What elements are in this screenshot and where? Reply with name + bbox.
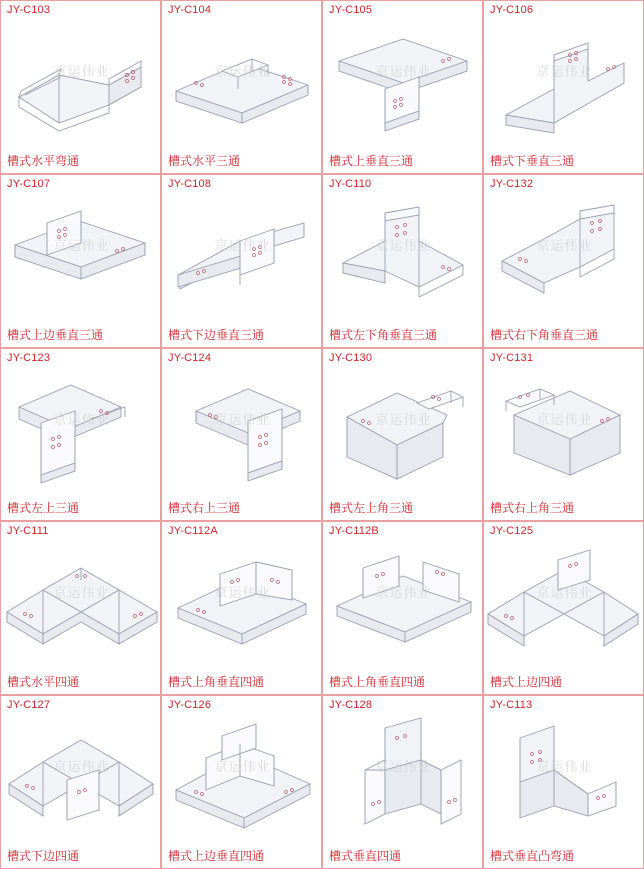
product-label: 槽式左上角三通 [329, 501, 414, 516]
catalog-cell[interactable] [0, 174, 161, 348]
product-label: 槽式右上三通 [168, 501, 241, 516]
catalog-cell[interactable] [483, 174, 644, 348]
product-label: 槽式左上三通 [7, 501, 80, 516]
catalog-cell[interactable] [0, 521, 161, 695]
catalog-cell[interactable] [161, 521, 322, 695]
product-code: JY-C105 [329, 4, 373, 16]
watermark: 京运伟业 [375, 65, 432, 80]
product-code: JY-C104 [168, 4, 212, 16]
watermark: 京运伟业 [536, 238, 593, 254]
catalog-cell[interactable] [322, 695, 483, 869]
catalog-cell[interactable] [0, 348, 161, 522]
product-figure-horizontal-tee [162, 19, 322, 151]
product-label: 槽式上边垂直四通 [168, 848, 265, 863]
catalog-cell[interactable] [322, 348, 483, 522]
product-figure-left-upper-tee [1, 367, 161, 499]
catalog-cell[interactable] [322, 521, 483, 695]
watermark: 京运伟业 [53, 65, 110, 80]
product-label: 槽式上边四通 [490, 675, 563, 690]
catalog-cell[interactable] [483, 348, 644, 522]
catalog-cell[interactable] [161, 174, 322, 348]
product-code: JY-C123 [7, 351, 51, 364]
product-label: 槽式下边垂直三通 [168, 327, 265, 342]
product-label: 槽式上边垂直三通 [7, 327, 104, 342]
product-figure-down-vertical-tee [484, 19, 644, 151]
product-label: 槽式水平三通 [168, 153, 241, 168]
product-label: 槽式上垂直三通 [329, 153, 414, 168]
product-code: JY-C132 [490, 177, 534, 190]
product-figure-down-side-vertical-tee [162, 193, 322, 325]
watermark: 京运伟业 [536, 65, 593, 80]
product-label: 槽式垂直四通 [329, 848, 402, 863]
product-code: JY-C111 [7, 525, 49, 538]
product-figure-right-upper-corner-tee [484, 367, 644, 499]
product-figure-upper-corner-vertical-cross-a [162, 540, 322, 672]
product-code: JY-C103 [7, 4, 51, 16]
catalog-cell[interactable] [322, 174, 483, 348]
product-label: 槽式上角垂直四通 [329, 675, 426, 690]
product-figure-vertical-cross [323, 714, 483, 846]
product-figure-left-lower-corner-vertical-tee [323, 193, 483, 325]
product-label: 槽式水平四通 [7, 675, 80, 690]
catalog-cell[interactable] [322, 0, 483, 174]
product-code: JY-C127 [7, 699, 51, 712]
product-figure-horizontal-cross [1, 540, 161, 672]
product-code: JY-C106 [490, 4, 534, 16]
product-code: JY-C125 [490, 525, 534, 538]
product-code: JY-C131 [490, 351, 534, 364]
product-figure-vertical-convex-bend [484, 714, 644, 846]
watermark: 京运伟业 [53, 412, 110, 428]
product-label: 槽式下边四通 [7, 848, 80, 863]
product-figure-left-upper-corner-tee [323, 367, 483, 499]
watermark: 京运伟业 [214, 65, 271, 80]
product-figure-upper-side-vertical-cross [162, 714, 322, 846]
product-figure-lower-side-cross [1, 714, 161, 846]
product-label: 槽式左下角垂直三通 [329, 327, 438, 342]
product-figure-up-side-vertical-tee [1, 193, 161, 325]
product-code: JY-C130 [329, 351, 373, 364]
product-code: JY-C112A [168, 525, 218, 538]
watermark: 京运伟业 [375, 238, 432, 254]
watermark: 京运伟业 [375, 586, 432, 602]
watermark: 京运伟业 [536, 586, 593, 602]
watermark: 京运伟业 [53, 760, 110, 776]
product-code: JY-C110 [329, 177, 372, 190]
catalog-cell[interactable] [161, 695, 322, 869]
watermark: 京运伟业 [53, 586, 110, 602]
product-label: 槽式右上角三通 [490, 501, 575, 516]
catalog-cell[interactable] [0, 695, 161, 869]
product-code: JY-C124 [168, 351, 212, 364]
catalog-cell[interactable] [161, 0, 322, 174]
watermark: 京运伟业 [214, 238, 271, 254]
product-figure-upper-side-cross [484, 540, 644, 672]
watermark: 京运伟业 [214, 586, 271, 602]
catalog-cell[interactable] [483, 695, 644, 869]
product-code: JY-C126 [168, 699, 212, 712]
product-figure-horizontal-bend [1, 19, 161, 151]
product-code: JY-C107 [7, 177, 51, 190]
product-figure-upper-corner-vertical-cross-b [323, 540, 483, 672]
catalog-cell[interactable] [161, 348, 322, 522]
watermark: 京运伟业 [536, 760, 593, 776]
catalog-cell[interactable] [483, 0, 644, 174]
product-label: 槽式水平弯通 [7, 153, 80, 168]
product-label: 槽式右下角垂直三通 [490, 327, 599, 342]
watermark: 京运伟业 [536, 412, 593, 428]
watermark: 京运伟业 [375, 412, 432, 428]
product-label: 槽式下垂直三通 [490, 153, 575, 168]
catalog-cell[interactable] [483, 521, 644, 695]
watermark: 京运伟业 [214, 412, 271, 428]
product-code: JY-C113 [490, 699, 533, 712]
watermark: 京运伟业 [214, 760, 271, 776]
product-code: JY-C128 [329, 699, 373, 712]
product-label: 槽式垂直凸弯通 [490, 848, 575, 863]
product-code: JY-C108 [168, 177, 212, 190]
product-figure-right-upper-tee [162, 367, 322, 499]
watermark: 京运伟业 [53, 238, 110, 254]
catalog-cell[interactable] [0, 0, 161, 174]
watermark: 京运伟业 [375, 760, 432, 776]
product-label: 槽式上角垂直四通 [168, 675, 265, 690]
product-figure-right-lower-corner-vertical-tee [484, 193, 644, 325]
product-figure-up-vertical-tee [323, 19, 483, 151]
product-code: JY-C112B [329, 525, 379, 538]
